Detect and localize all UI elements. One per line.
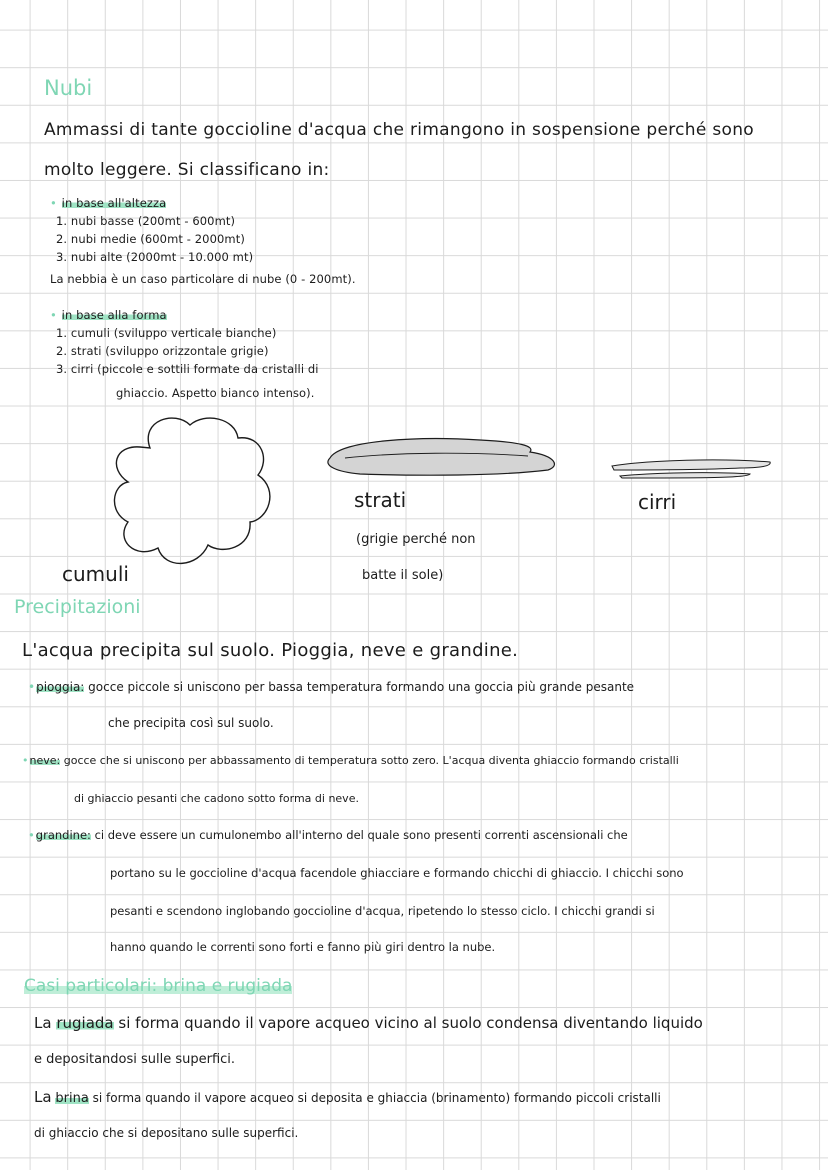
- rugiada-pre: La: [34, 1014, 52, 1032]
- grandine-line1: [28, 828, 628, 842]
- stratus-drawing: [328, 439, 555, 476]
- brina-pre: La: [34, 1088, 52, 1106]
- brina-line1: [34, 1088, 661, 1106]
- altezza-item: 1. nubi basse (200mt - 600mt): [56, 214, 236, 228]
- grandine-line3: pesanti e scendono inglobando goccioline d'acqua, ripetendo lo stesso ciclo. I chicchi grandi si: [110, 904, 655, 918]
- grandine-term: grandine:: [35, 828, 91, 842]
- rugiada-term: rugiada: [56, 1014, 114, 1032]
- neve-line2: di ghiaccio pesanti che cadono sotto forma di neve.: [74, 792, 359, 805]
- cirri-continuation: ghiaccio. Aspetto bianco intenso).: [116, 386, 315, 400]
- brina-line2: di ghiaccio che si depositano sulle superfici.: [34, 1126, 299, 1140]
- altezza-item: 3. nubi alte (2000mt - 10.000 mt): [56, 250, 254, 264]
- precipitazioni-intro: L'acqua precipita sul suolo. Pioggia, neve e grandine.: [22, 640, 519, 661]
- forma-item: 1. cumuli (sviluppo verticale bianche): [56, 326, 277, 340]
- bullet: [28, 828, 36, 842]
- rugiada-line2: e depositandosi sulle superfici.: [34, 1052, 236, 1067]
- nubi-intro-line2: molto leggere. Si classificano in:: [44, 160, 330, 180]
- nubi-intro-line1: Ammassi di tante goccioline d'acqua che rimangono in sospensione perché sono: [44, 120, 754, 140]
- brina-term: brina: [55, 1091, 89, 1106]
- rugiada-text: si forma quando il vapore acqueo vicino al suolo condensa diventando liquido: [118, 1014, 703, 1032]
- casi-title-text: Casi particolari: brina e rugiada: [24, 976, 293, 996]
- pioggia-term: pioggia:: [36, 680, 85, 694]
- strati-note-line2: batte il sole): [362, 568, 444, 583]
- grandine-line2: portano su le goccioline d'acqua facendole ghiacciare e formando chicchi di ghiaccio. I chicchi sono: [110, 866, 684, 880]
- cumulus-drawing: [114, 418, 269, 563]
- rugiada-line1: [34, 1014, 703, 1032]
- section-title-precipitazioni: Precipitazioni: [14, 596, 141, 618]
- bullet: [28, 680, 36, 694]
- pioggia-line1: [28, 680, 634, 694]
- label-cumuli: cumuli: [62, 562, 129, 586]
- forma-heading-text: in base alla forma: [61, 308, 167, 322]
- nebbia-note: La nebbia è un caso particolare di nube (0 - 200mt).: [50, 272, 356, 286]
- grandine-line4: hanno quando le correnti sono forti e fanno più giri dentro la nube.: [110, 940, 496, 954]
- neve-term: neve:: [29, 754, 61, 767]
- bullet: [22, 754, 30, 767]
- label-strati: strati: [354, 488, 407, 512]
- altezza-heading-text: in base all'altezza: [61, 196, 167, 210]
- neve-text: gocce che si uniscono per abbassamento di temperatura sotto zero. L'acqua diventa ghiaccio formando cristalli: [63, 754, 679, 767]
- label-cirri: cirri: [638, 490, 677, 514]
- neve-line1: [22, 754, 679, 767]
- section-title-nubi: Nubi: [44, 76, 93, 100]
- strati-note-line1: (grigie perché non: [356, 532, 476, 547]
- forma-item: 3. cirri (piccole e sottili formate da cristalli di: [56, 362, 319, 376]
- section-title-casi: [24, 976, 292, 996]
- cirrus-drawing: [612, 460, 770, 470]
- grandine-text: ci deve essere un cumulonembo all'interno del quale sono presenti correnti ascensionali che: [94, 828, 628, 842]
- altezza-item: 2. nubi medie (600mt - 2000mt): [56, 232, 245, 246]
- pioggia-text: gocce piccole si uniscono per bassa temperatura formando una goccia più grande pesante: [88, 680, 635, 694]
- brina-text: si forma quando il vapore acqueo si deposita e ghiaccia (brinamento) formando piccoli cristalli: [92, 1091, 661, 1105]
- forma-item: 2. strati (sviluppo orizzontale grigie): [56, 344, 269, 358]
- pioggia-line2: che precipita così sul suolo.: [108, 716, 274, 730]
